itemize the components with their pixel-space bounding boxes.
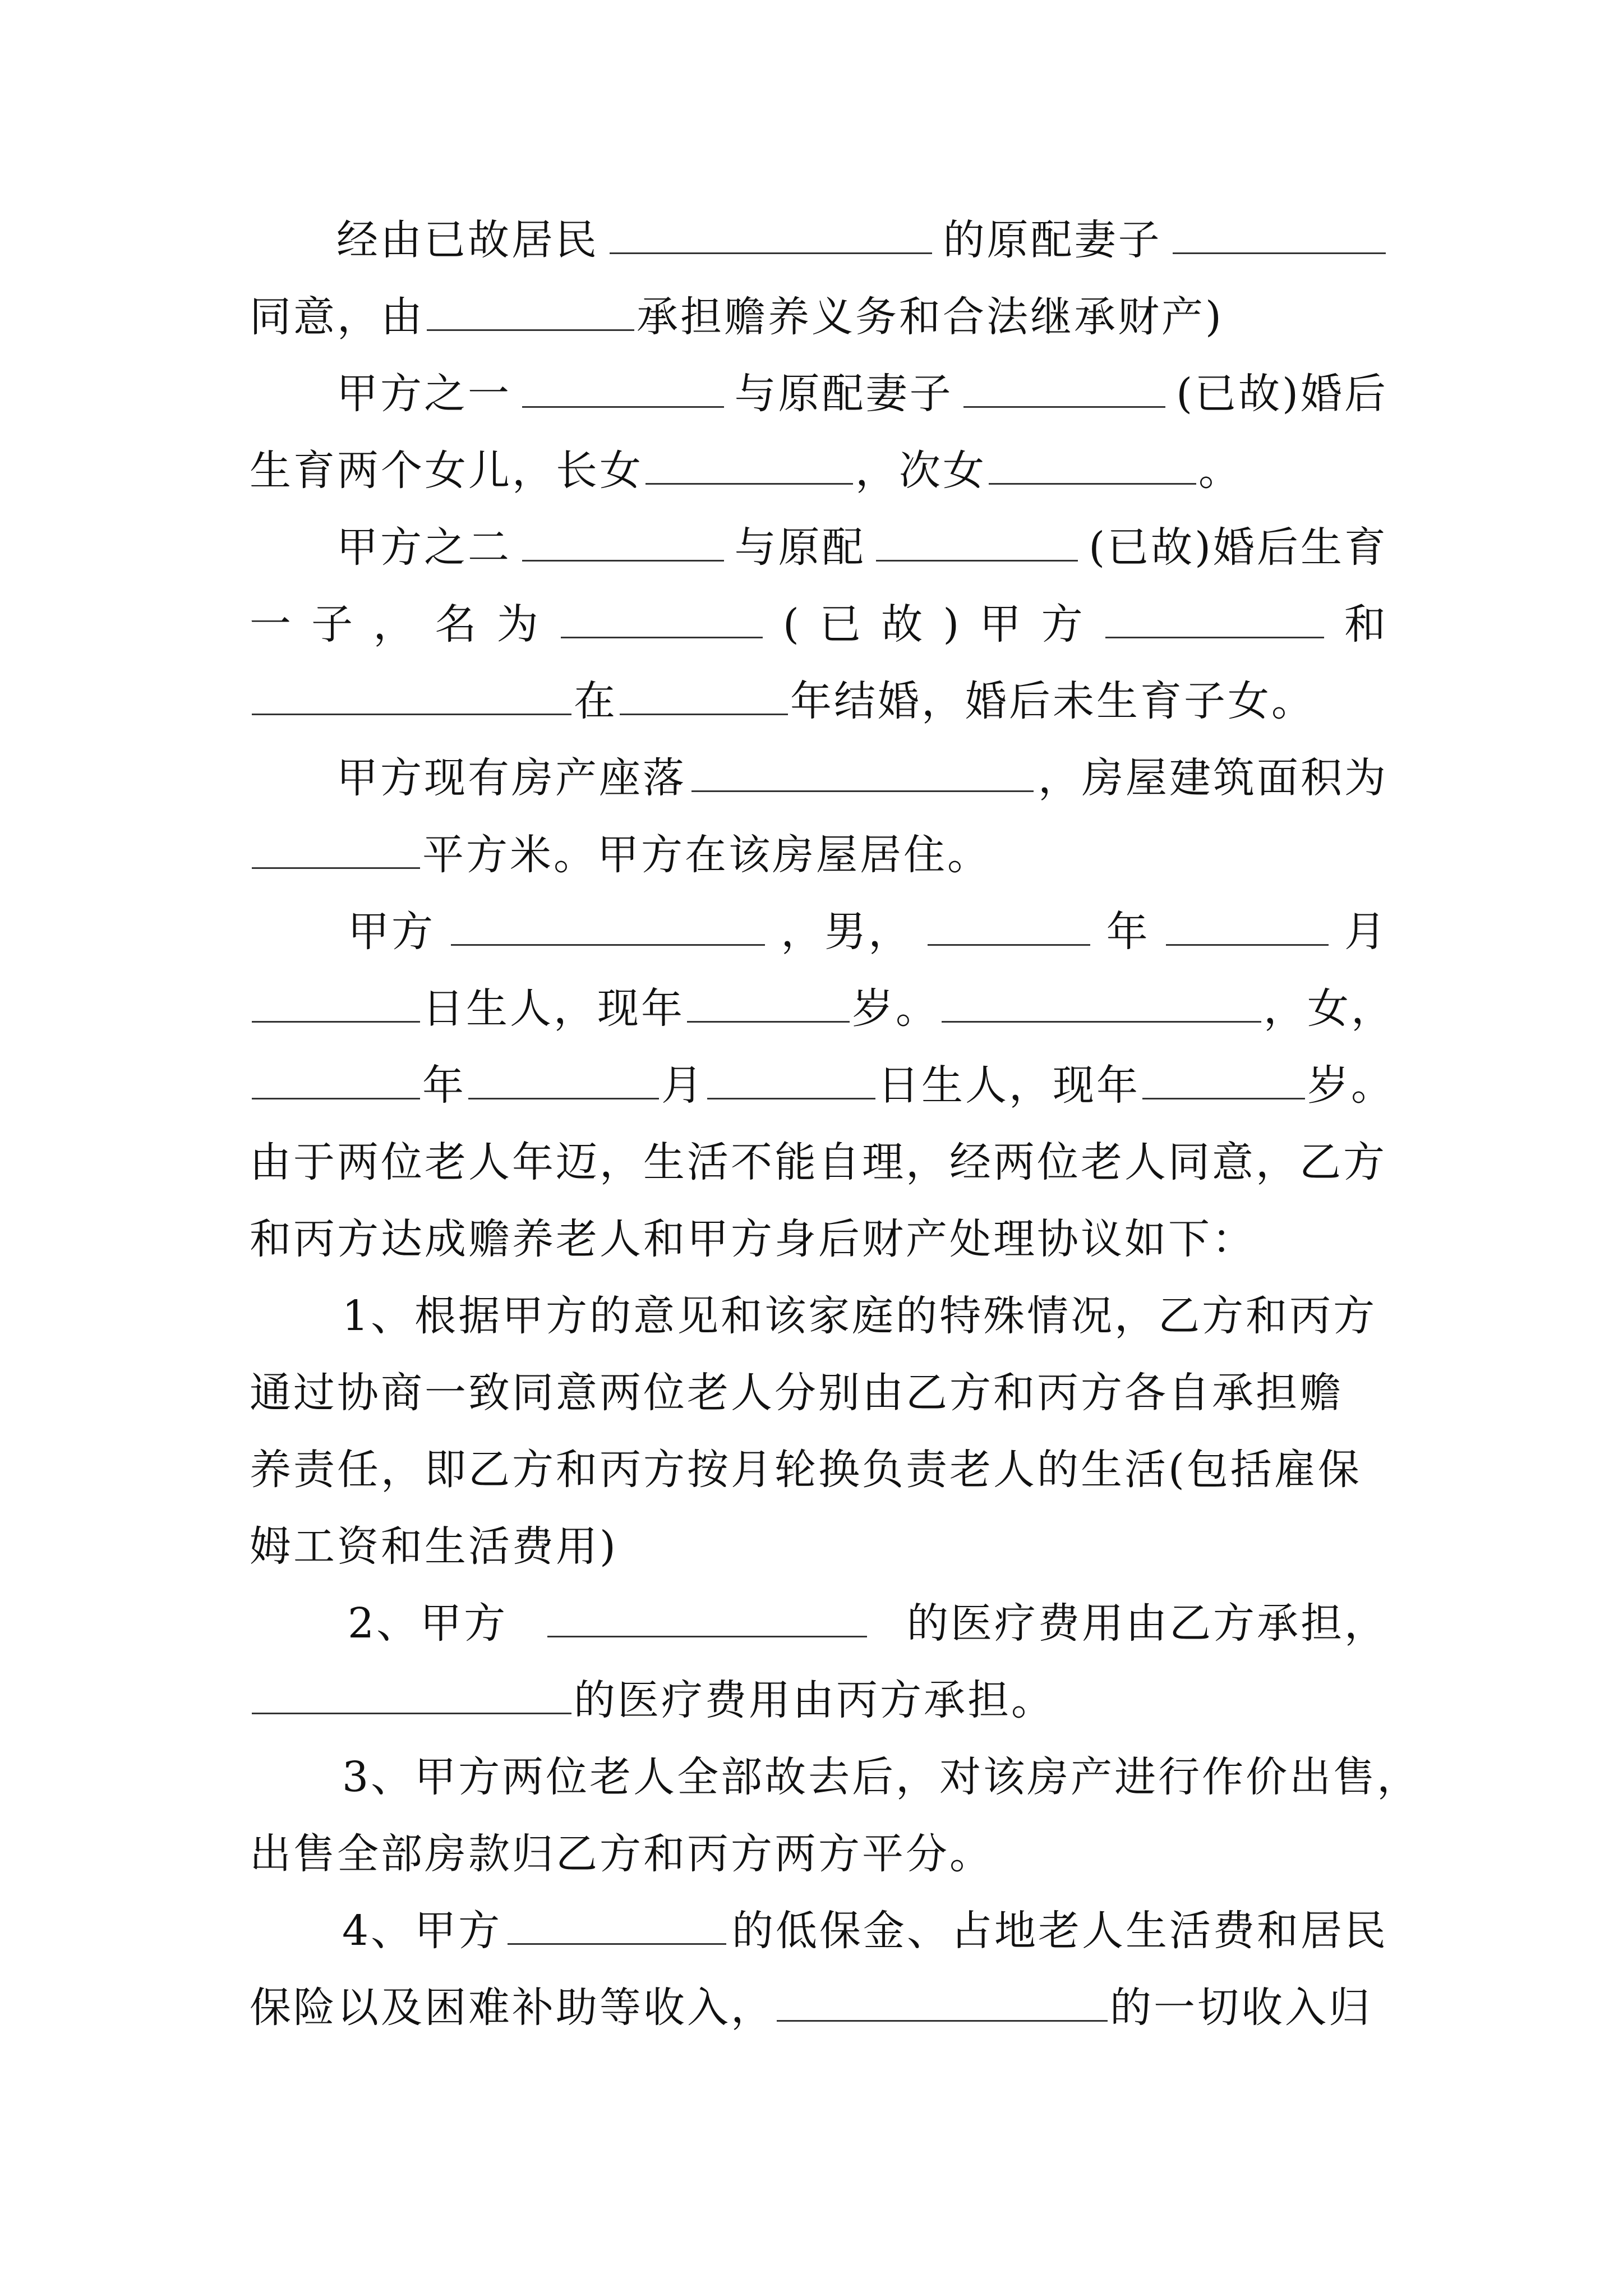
- text: 养责任，即乙方和丙方按月轮换负责老人的生活(包括雇保: [250, 1446, 1362, 1494]
- text: (: [783, 600, 801, 648]
- text: 和: [1344, 600, 1388, 648]
- clause1-line4: [250, 1508, 1388, 1585]
- text: 故: [881, 600, 925, 648]
- p3-line3: [250, 663, 1388, 740]
- text: 日生人，现年: [422, 984, 685, 1033]
- text: 日生人，现年: [878, 1061, 1140, 1110]
- text: 一: [250, 600, 293, 648]
- text: ，次女: [855, 447, 986, 495]
- blank-field[interactable]: [963, 372, 1165, 408]
- p2-line2: [250, 432, 1388, 509]
- text: 。: [1198, 447, 1242, 495]
- text: (已故)婚后生育: [1089, 523, 1388, 572]
- text: 和丙方达成赡养老人和甲方身后财产处理协议如下：: [250, 1215, 1256, 1263]
- clause4-line1: [250, 1893, 1388, 1970]
- text: 的原配妻子: [943, 216, 1162, 264]
- text: 的一切收入归: [1110, 1984, 1372, 2032]
- text: ，房屋建筑面积为: [1038, 754, 1388, 802]
- clause3-line2: [250, 1816, 1388, 1893]
- text: 岁。: [852, 984, 939, 1033]
- blank-field[interactable]: [561, 603, 763, 638]
- p4-line1: [250, 740, 1388, 817]
- text: ，女，: [1264, 984, 1395, 1033]
- text: 年: [1106, 908, 1150, 956]
- blank-field[interactable]: [687, 987, 850, 1023]
- text: 甲: [979, 600, 1023, 648]
- text: 经由已故居民: [336, 216, 599, 264]
- blank-field[interactable]: [252, 1679, 571, 1714]
- text: 甲方: [348, 908, 435, 956]
- clause3-line1: [250, 1739, 1421, 1816]
- text: 4、甲方: [342, 1907, 502, 1955]
- text: 子: [311, 600, 356, 648]
- text: 名: [435, 600, 479, 648]
- p5-line1: [250, 894, 1388, 970]
- text: 甲方现有房产座落: [336, 754, 686, 802]
- text: 方: [1041, 600, 1085, 648]
- text: 保险以及困难补助等收入，: [250, 1984, 774, 2032]
- p5-line4: [250, 1124, 1388, 1201]
- clause1-line3: [250, 1432, 1388, 1508]
- p3-line2: [250, 586, 1388, 663]
- blank-field[interactable]: [645, 449, 853, 485]
- text: 姆工资和生活费用): [250, 1522, 618, 1571]
- blank-field[interactable]: [522, 372, 724, 408]
- text: 同意，由: [250, 293, 425, 341]
- text: 甲方之一: [336, 370, 511, 418]
- text: 的医疗费用由乙方承担，: [907, 1599, 1388, 1648]
- p2-line1: [250, 356, 1388, 432]
- blank-field[interactable]: [508, 1910, 726, 1945]
- text: 平方米。甲方在该房屋居住。: [422, 831, 991, 879]
- blank-field[interactable]: [1166, 910, 1329, 946]
- text: 承担赡养义务和合法继承财产): [637, 293, 1224, 341]
- text: 与原配妻子: [734, 370, 953, 418]
- blank-field[interactable]: [1105, 603, 1324, 638]
- blank-field[interactable]: [547, 1602, 867, 1637]
- clause2-line2: [250, 1662, 1388, 1739]
- text: (已故)婚后: [1176, 370, 1388, 418]
- p5-line2: [250, 970, 1395, 1047]
- text: 通过协商一致同意两位老人分别由乙方和丙方各自承担赡: [250, 1369, 1343, 1417]
- text: 的医疗费用由丙方承担。: [574, 1676, 1055, 1724]
- text: 在: [574, 677, 617, 725]
- text: 岁。: [1307, 1061, 1395, 1110]
- clause1-line2: [250, 1355, 1388, 1432]
- blank-field[interactable]: [1142, 1064, 1305, 1099]
- text: 1、根据甲方的意见和该家庭的特殊情况，乙方和丙方: [342, 1292, 1377, 1340]
- text: 3、甲方两位老人全部故去后，对该房产进行作价出售，: [342, 1753, 1421, 1801]
- text: 由于两位老人年迈，生活不能自理，经两位老人同意，乙方: [250, 1138, 1387, 1186]
- p5-line3: [250, 1047, 1395, 1124]
- blank-field[interactable]: [777, 1986, 1108, 2022]
- p3-line1: [250, 509, 1388, 586]
- blank-field[interactable]: [427, 296, 634, 331]
- text: 月: [661, 1061, 705, 1110]
- text: 2、甲方: [348, 1599, 508, 1648]
- p5-line5: [250, 1201, 1388, 1278]
- text: ，: [373, 600, 417, 648]
- text: ): [943, 600, 962, 648]
- blank-field[interactable]: [252, 987, 420, 1023]
- clause2-line1: [250, 1585, 1388, 1662]
- p1-line1: [250, 202, 1388, 279]
- text: 为: [496, 600, 541, 648]
- text: 年: [422, 1061, 466, 1110]
- blank-field[interactable]: [468, 1064, 659, 1099]
- text: 生育两个女儿，长女: [250, 447, 643, 495]
- blank-field[interactable]: [928, 910, 1090, 946]
- blank-field[interactable]: [522, 526, 724, 562]
- p1-line2: [250, 279, 1388, 356]
- text: 年结婚，婚后未生育子女。: [790, 677, 1315, 725]
- blank-field[interactable]: [610, 219, 932, 254]
- text: 月: [1344, 908, 1388, 956]
- text: ，男，: [781, 908, 912, 956]
- blank-field[interactable]: [876, 526, 1078, 562]
- clause4-line2: [250, 1970, 1388, 2046]
- clause1-line1: [250, 1278, 1388, 1355]
- blank-field[interactable]: [707, 1064, 875, 1099]
- text: 出售全部房款归乙方和丙方两方平分。: [250, 1830, 993, 1878]
- text: 甲方之二: [336, 523, 511, 572]
- p4-line2: [250, 817, 1388, 894]
- blank-field[interactable]: [691, 757, 1034, 792]
- text: 已: [819, 600, 864, 648]
- blank-field[interactable]: [451, 910, 765, 946]
- blank-field[interactable]: [252, 680, 571, 715]
- text: 的低保金、占地老人生活费和居民: [732, 1907, 1388, 1955]
- blank-field[interactable]: [252, 1064, 420, 1099]
- blank-field[interactable]: [1173, 219, 1386, 254]
- blank-field[interactable]: [252, 834, 420, 869]
- text: 与原配: [734, 523, 866, 572]
- blank-field[interactable]: [942, 987, 1261, 1023]
- blank-field[interactable]: [620, 680, 788, 715]
- agreement-body: [250, 202, 1421, 2046]
- blank-field[interactable]: [989, 449, 1196, 485]
